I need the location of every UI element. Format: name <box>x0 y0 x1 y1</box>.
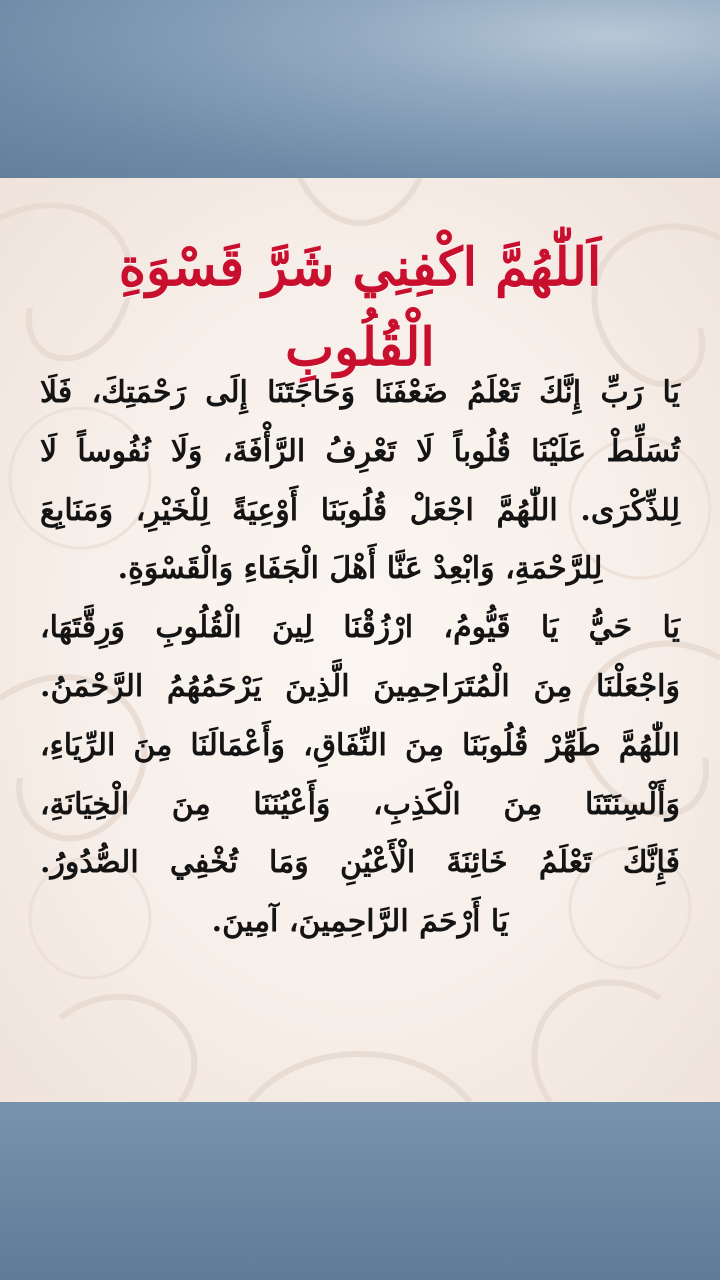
prayer-text <box>40 364 680 952</box>
background-bottom <box>0 1102 720 1280</box>
prayer-line: لِلذِّكْرَى. اللّٰهُمَّ اجْعَلْ قُلُوبَنَا أَوْعِيَةً لِلْخَيْرِ، وَمَنَابِعَ <box>40 492 680 528</box>
prayer-line: يَا أَرْحَمَ الرَّاحِمِينَ، آمِينَ. <box>211 904 509 940</box>
prayer-line: تُسَلِّطْ عَلَيْنَا قُلُوباً لَا تَعْرِفُ الرَّأْفَةَ، وَلَا نُفُوساً لَا <box>40 433 680 469</box>
prayer-line: وَاجْعَلْنَا مِنَ الْمُتَرَاحِمِينَ الَّذِينَ يَرْحَمُهُمُ الرَّحْمَنُ. <box>40 668 680 704</box>
background-top <box>0 0 720 178</box>
prayer-line: اللّٰهُمَّ طَهِّرْ قُلُوبَنَا مِنَ النِّفَاقِ، وَأَعْمَالَنَا مِنَ الرِّيَاءِ، <box>40 727 680 763</box>
prayer-line: يَا حَيُّ يَا قَيُّومُ، ارْزُقْنَا لِينَ الْقُلُوبِ وَرِقَّتَهَا، <box>40 610 680 646</box>
prayer-line: وَأَلْسِنَتَنَا مِنَ الْكَذِبِ، وَأَعْيُنَنَا مِنَ الْخِيَانَةِ، <box>40 786 680 822</box>
prayer-line: فَإِنَّكَ تَعْلَمُ خَائِنَةَ الْأَعْيُنِ وَمَا تُخْفِي الصُّدُورُ. <box>40 845 680 881</box>
prayer-title: اَللّٰهُمَّ اكْفِنِي شَرَّ قَسْوَةِ الْقُلُوبِ <box>118 237 602 378</box>
prayer-card <box>0 178 720 1102</box>
prayer-line: يَا رَبِّ إِنَّكَ تَعْلَمُ ضَعْفَنَا وَحَاجَتَنَا إِلَى رَحْمَتِكَ، فَلَا <box>40 375 680 410</box>
prayer-line: لِلرَّحْمَةِ، وَابْعِدْ عَنَّا أَهْلَ الْجَفَاءِ وَالْقَسْوَةِ. <box>117 551 603 587</box>
